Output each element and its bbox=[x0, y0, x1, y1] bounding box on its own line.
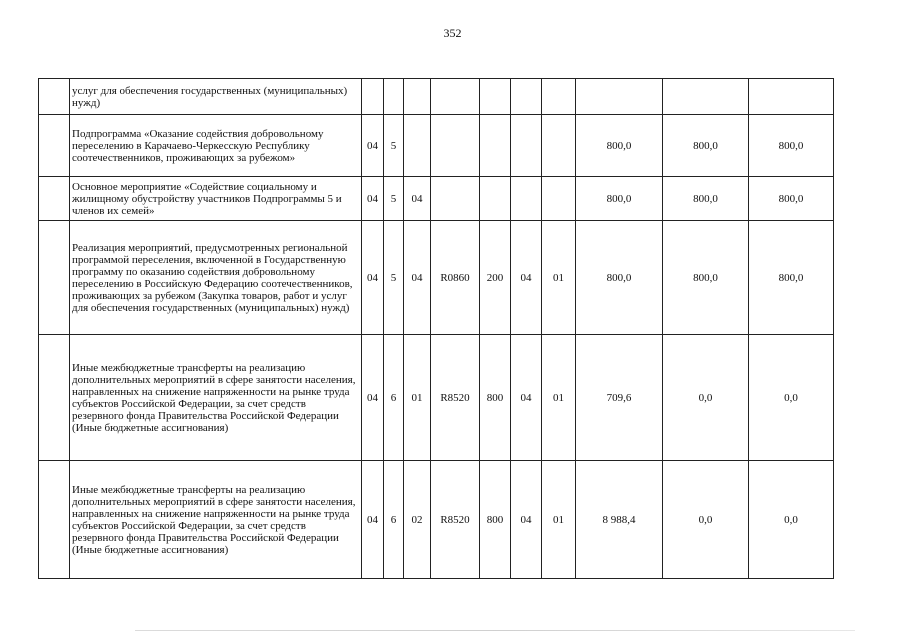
sum-year-2: 800,0 bbox=[663, 221, 749, 335]
row-marker-cell bbox=[39, 221, 70, 335]
table-row bbox=[39, 335, 834, 461]
pp-code: 6 bbox=[384, 335, 404, 461]
pr-code bbox=[542, 115, 576, 177]
om-code bbox=[404, 115, 431, 177]
table-row bbox=[39, 461, 834, 579]
gp-code: 04 bbox=[362, 335, 384, 461]
sum-year-2: 800,0 bbox=[663, 177, 749, 221]
pr-code: 01 bbox=[542, 461, 576, 579]
row-name: Иные межбюджетные трансферты на реализацию дополнительных мероприятий в сфере занятости населения, направленных на снижение напряженности на рынке труда субъектов Российской Федерации, за счет средств резервного фонда Правительства Российской Федерации (Иные бюджетные ассигнования) bbox=[70, 461, 362, 579]
gp-code: 04 bbox=[362, 115, 384, 177]
row-marker-cell bbox=[39, 177, 70, 221]
sum-year-1: 8 988,4 bbox=[576, 461, 663, 579]
scan-edge-line bbox=[135, 630, 855, 631]
pr-code bbox=[542, 79, 576, 115]
om-code: 04 bbox=[404, 177, 431, 221]
vr-code bbox=[480, 79, 511, 115]
sum-year-2: 0,0 bbox=[663, 335, 749, 461]
row-name: Основное мероприятие «Содействие социальному и жилищному обустройству участников Подпрограммы 5 и членов их семей» bbox=[70, 177, 362, 221]
sum-year-3: 0,0 bbox=[749, 335, 834, 461]
table-row bbox=[39, 115, 834, 177]
om-code: 02 bbox=[404, 461, 431, 579]
csr-code bbox=[431, 115, 480, 177]
pp-code: 5 bbox=[384, 177, 404, 221]
sum-year-1: 800,0 bbox=[576, 221, 663, 335]
vr-code bbox=[480, 177, 511, 221]
row-marker-cell bbox=[39, 335, 70, 461]
sum-year-2 bbox=[663, 79, 749, 115]
sum-year-3: 800,0 bbox=[749, 177, 834, 221]
table-row bbox=[39, 79, 834, 115]
row-name: Подпрограмма «Оказание содействия добровольному переселению в Карачаево-Черкесскую Республику соотечественников, проживающих за рубежом» bbox=[70, 115, 362, 177]
om-code bbox=[404, 79, 431, 115]
row-name: Реализация мероприятий, предусмотренных региональной программой переселения, включенной в Государственную программу по оказанию содействия добровольному переселению в Российскую Федерацию соотечественников, проживающих за рубежом (Закупка товаров, работ и услуг для обеспечения государственных (муниципальных) нужд) bbox=[70, 221, 362, 335]
sum-year-3: 0,0 bbox=[749, 461, 834, 579]
pp-code: 6 bbox=[384, 461, 404, 579]
csr-code: R8520 bbox=[431, 335, 480, 461]
rz-code bbox=[511, 177, 542, 221]
sum-year-3: 800,0 bbox=[749, 115, 834, 177]
vr-code bbox=[480, 115, 511, 177]
sum-year-1 bbox=[576, 79, 663, 115]
rz-code bbox=[511, 79, 542, 115]
sum-year-2: 0,0 bbox=[663, 461, 749, 579]
gp-code bbox=[362, 79, 384, 115]
budget-table bbox=[38, 78, 834, 579]
gp-code: 04 bbox=[362, 461, 384, 579]
rz-code bbox=[511, 115, 542, 177]
sum-year-1: 800,0 bbox=[576, 177, 663, 221]
row-name: услуг для обеспечения государственных (муниципальных) нужд) bbox=[70, 79, 362, 115]
om-code: 04 bbox=[404, 221, 431, 335]
sum-year-3: 800,0 bbox=[749, 221, 834, 335]
pr-code: 01 bbox=[542, 221, 576, 335]
vr-code: 200 bbox=[480, 221, 511, 335]
csr-code bbox=[431, 177, 480, 221]
pp-code: 5 bbox=[384, 115, 404, 177]
csr-code: R8520 bbox=[431, 461, 480, 579]
csr-code: R0860 bbox=[431, 221, 480, 335]
page-number: 352 bbox=[443, 26, 462, 40]
rz-code: 04 bbox=[511, 335, 542, 461]
pp-code: 5 bbox=[384, 221, 404, 335]
rz-code: 04 bbox=[511, 461, 542, 579]
table-row bbox=[39, 221, 834, 335]
vr-code: 800 bbox=[480, 461, 511, 579]
rz-code: 04 bbox=[511, 221, 542, 335]
gp-code: 04 bbox=[362, 177, 384, 221]
row-marker-cell bbox=[39, 461, 70, 579]
sum-year-1: 800,0 bbox=[576, 115, 663, 177]
sum-year-1: 709,6 bbox=[576, 335, 663, 461]
sum-year-3 bbox=[749, 79, 834, 115]
pr-code: 01 bbox=[542, 335, 576, 461]
row-marker-cell bbox=[39, 115, 70, 177]
pr-code bbox=[542, 177, 576, 221]
sum-year-2: 800,0 bbox=[663, 115, 749, 177]
table-row bbox=[39, 177, 834, 221]
csr-code bbox=[431, 79, 480, 115]
gp-code: 04 bbox=[362, 221, 384, 335]
row-name: Иные межбюджетные трансферты на реализацию дополнительных мероприятий в сфере занятости населения, направленных на снижение напряженности на рынке труда субъектов Российской Федерации, за счет средств резервного фонда Правительства Российской Федерации (Иные бюджетные ассигнования) bbox=[70, 335, 362, 461]
pp-code bbox=[384, 79, 404, 115]
vr-code: 800 bbox=[480, 335, 511, 461]
row-marker-cell bbox=[39, 79, 70, 115]
om-code: 01 bbox=[404, 335, 431, 461]
